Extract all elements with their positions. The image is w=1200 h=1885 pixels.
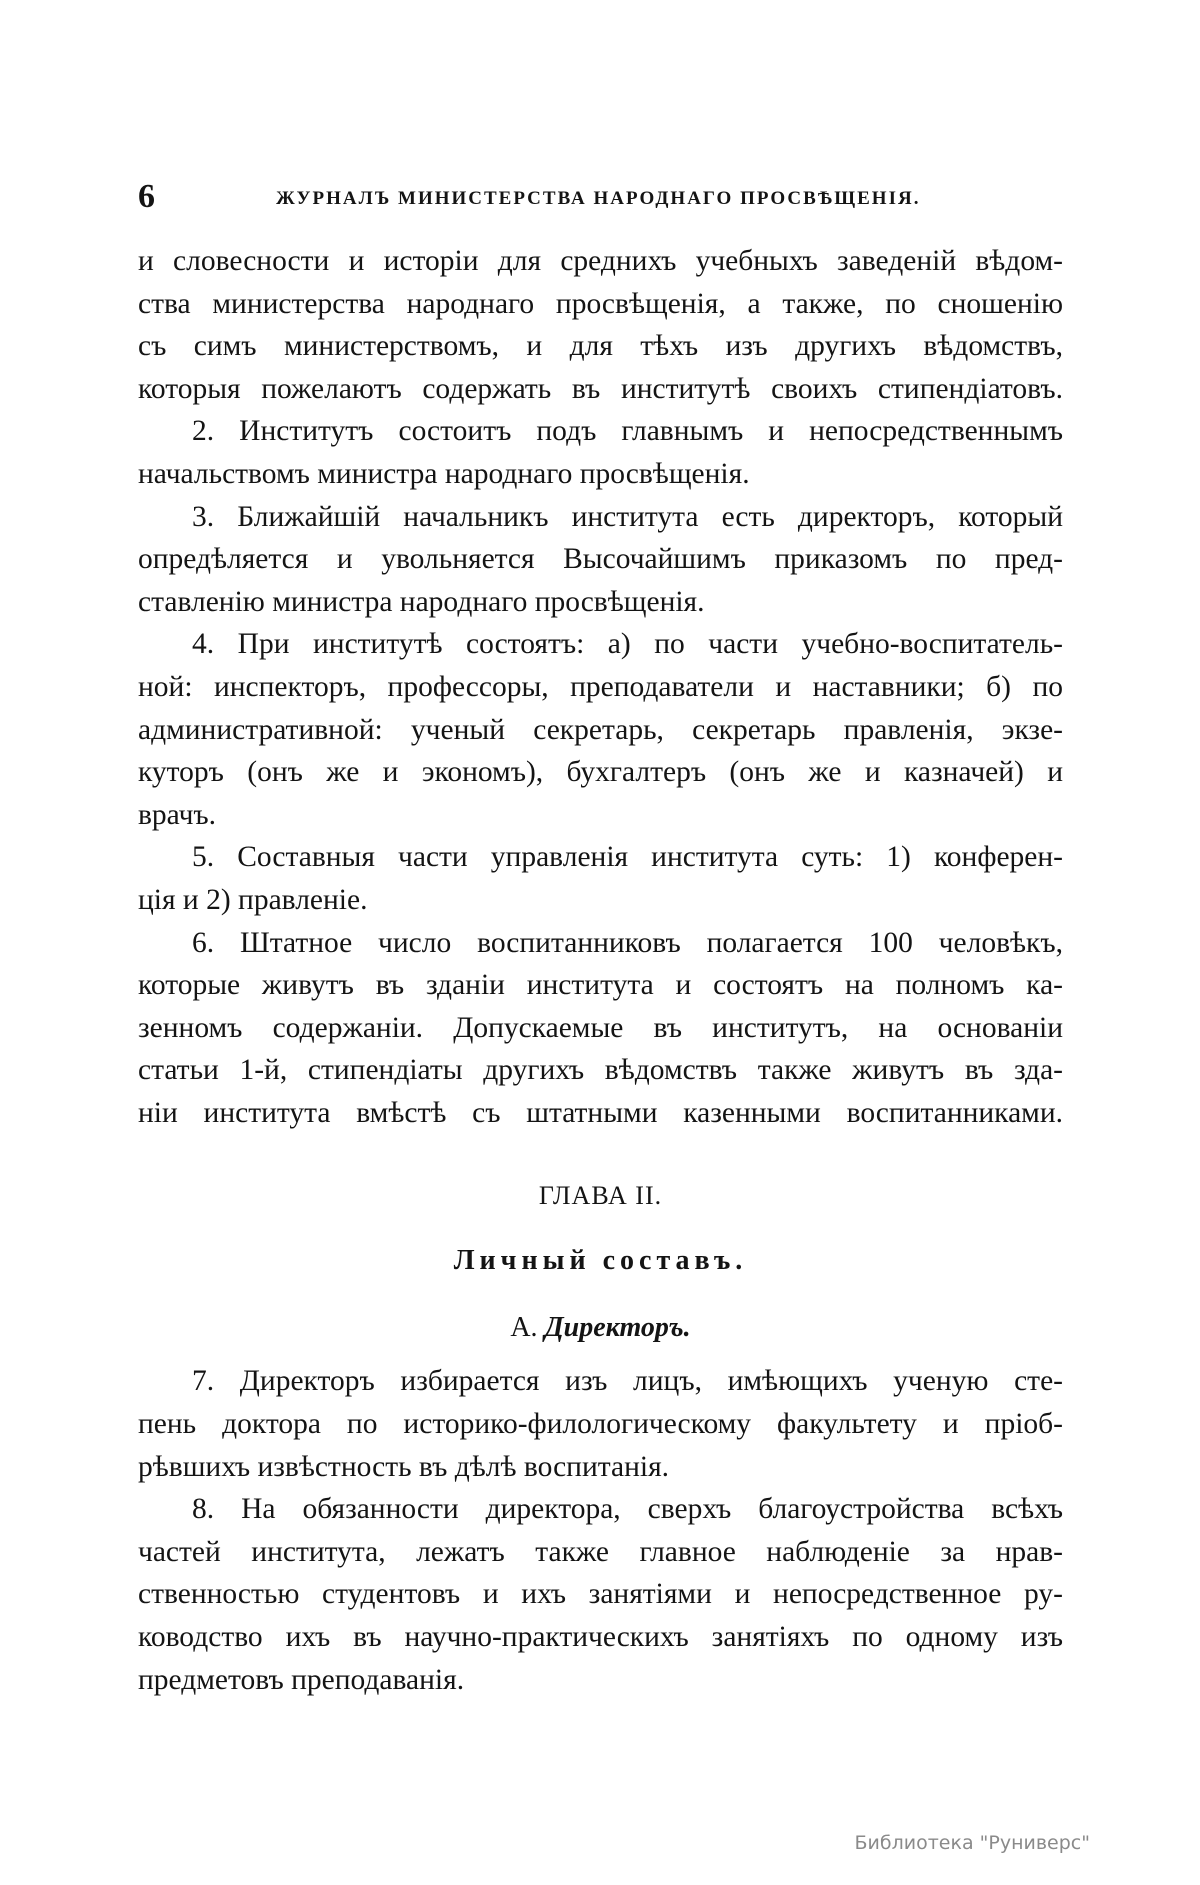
text-line: 8. На обязанности директора, сверхъ благоустройства всѣхъ <box>192 1493 1063 1526</box>
text-line: ніи института вмѣстѣ съ штатными казенными воспитанниками. <box>138 1096 1063 1129</box>
running-title: ЖУРНАЛЪ МИНИСТЕРСТВА НАРОДНАГО ПРОСВѢЩЕНІЯ. <box>276 188 921 209</box>
text-line: статьи 1-й, стипендіаты другихъ вѣдомствъ также живутъ въ зда- <box>138 1054 1063 1087</box>
text-line: которыя пожелаютъ содержать въ институтѣ своихъ стипендіатовъ. <box>138 372 1063 405</box>
text-line: ной: инспекторъ, профессоры, преподаватели и наставники; б) по <box>138 670 1063 703</box>
subsection-title: Директоръ. <box>544 1312 691 1344</box>
text-line: зенномъ содержаніи. Допускаемые въ институтъ, на основаніи <box>138 1011 1063 1044</box>
running-head <box>138 178 1068 218</box>
text-line: и словесности и исторіи для среднихъ учебныхъ заведеній вѣдом- <box>138 245 1063 277</box>
text-line: врачъ. <box>138 798 217 831</box>
text-line: опредѣляется и увольняется Высочайшимъ приказомъ по пред- <box>138 543 1063 576</box>
text-line: административной: ученый секретарь, секретарь правленія, экзе- <box>138 713 1063 746</box>
text-line: 5. Составныя части управленія института суть: 1) конферен- <box>192 841 1063 874</box>
text-line: 6. Штатное число воспитанниковъ полагается 100 человѣкъ, <box>192 926 1063 959</box>
subsection-heading <box>138 1300 1063 1356</box>
text-line: 2. Институтъ состоитъ подъ главнымъ и непосредственнымъ <box>192 415 1063 448</box>
text-line: начальствомъ министра народнаго просвѣщенія. <box>138 457 750 490</box>
text-line: 3. Ближайшій начальникъ института есть директоръ, который <box>192 500 1063 533</box>
chapter-heading: ГЛАВА II. <box>538 1181 663 1211</box>
text-line: ководство ихъ въ научно-практическихъ занятіяхъ по одному изъ <box>138 1621 1063 1654</box>
text-line: которые живутъ въ зданіи института и состоятъ на полномъ ка- <box>138 969 1063 1002</box>
text-line: пень доктора по историко-филологическому факультету и пріоб- <box>138 1408 1063 1441</box>
text-line: ственностью студентовъ и ихъ занятіями и непосредственное ру- <box>138 1578 1063 1611</box>
paragraph-8 <box>138 1488 1063 1701</box>
section-title: Личный составъ. <box>453 1245 748 1277</box>
text-line: съ симъ министерствомъ, и для тѣхъ изъ другихъ вѣдомствъ, <box>138 330 1063 363</box>
library-watermark: Библиотека "Руниверс" <box>854 1832 1090 1854</box>
text-line: куторъ (онъ же и экономъ), бухгалтеръ (онъ же и казначей) и <box>138 756 1063 789</box>
paragraph-1 <box>138 240 1063 410</box>
paragraph-7 <box>138 1360 1063 1488</box>
text-line: ція и 2) правленіе. <box>138 883 368 916</box>
text-line: ства министерства народнаго просвѣщенія, а также, по сношенію <box>138 287 1063 320</box>
paragraph-3 <box>138 496 1063 624</box>
text-line: предметовъ преподаванія. <box>138 1663 465 1696</box>
page-number: 6 <box>138 178 155 215</box>
text-line: ставленію министра народнаго просвѣщенія. <box>138 585 705 618</box>
subsection-label: А. <box>510 1312 538 1344</box>
paragraph-2 <box>138 410 1063 495</box>
paragraph-5 <box>138 836 1063 921</box>
paragraph-6 <box>138 922 1063 1135</box>
text-line: 4. При институтѣ состоятъ: а) по части учебно-воспитатель- <box>192 628 1063 661</box>
text-line: 7. Директоръ избирается изъ лицъ, имѣющихъ ученую сте- <box>192 1365 1063 1398</box>
paragraph-4 <box>138 623 1063 836</box>
text-line: частей института, лежатъ также главное наблюденіе за нрав- <box>138 1535 1063 1568</box>
text-line: рѣвшихъ извѣстность въ дѣлѣ воспитанія. <box>138 1450 670 1483</box>
body-text <box>138 240 1063 1701</box>
